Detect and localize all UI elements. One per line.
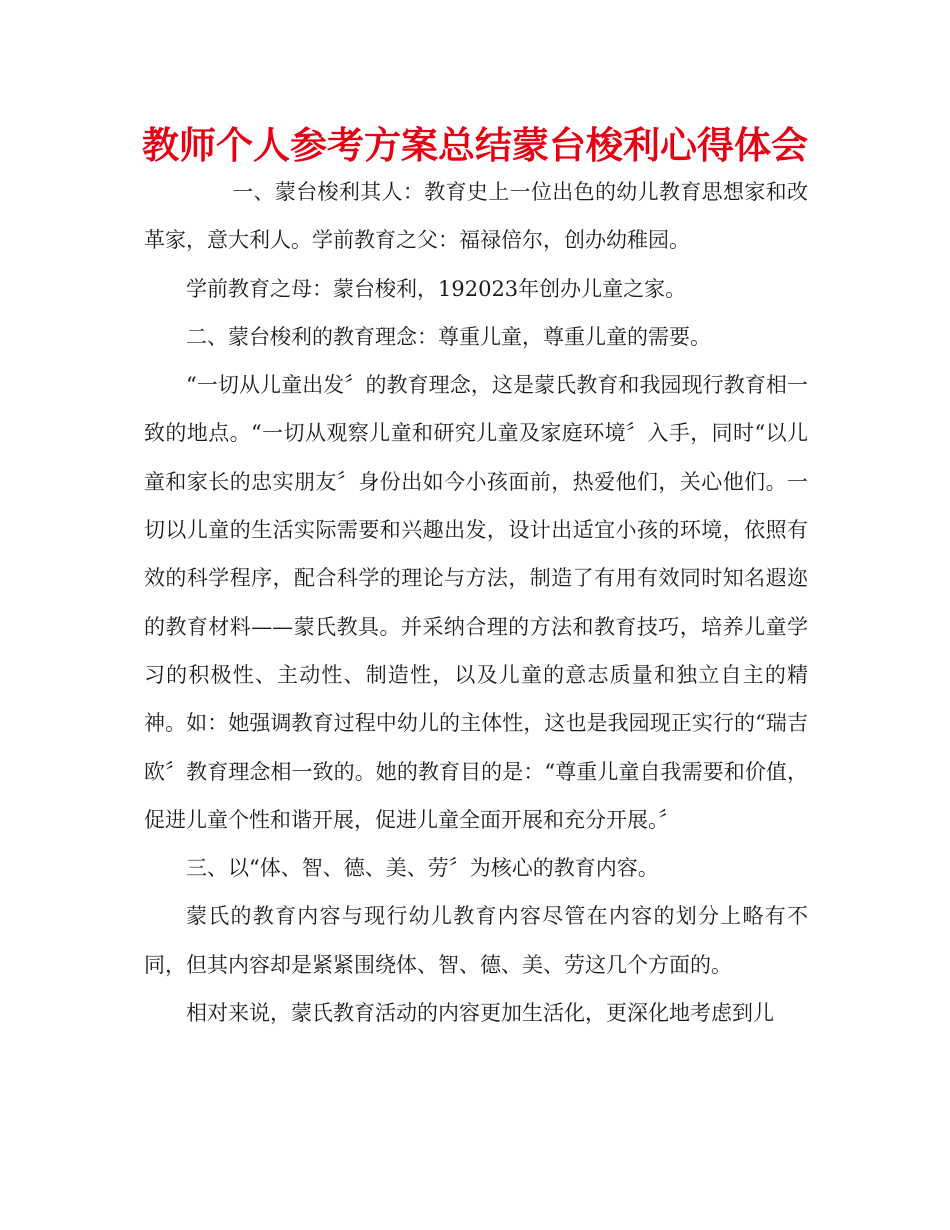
paragraph-education-concept: “一切从儿童出发〞的教育理念，这是蒙氏教育和我园现行教育相一致的地点。“一切从观察儿童和研究儿童及家庭环境〞入手，同时“以儿童和家长的忠实朋友〞身份出如今小孩面前，热爱他们，关心他们。一切以儿童的生活实际需要和兴趣出发，设计出适宜小孩的环境，依照有效的科学程序，配合科学的理论与方法，制造了有用有效同时知名遐迩的教育材料——蒙氏教具。并采纳合理的方法和教育技巧，培养儿童学习的积极性、主动性、制造性，以及儿童的意志质量和独立自主的精神。如：她强调教育过程中幼儿的主体性，这也是我园现正实行的“瑞吉欧〞教育理念相一致的。她的教育目的是：“尊重儿童自我需要和价值，促进儿童个性和谐开展，促进儿童全面开展和充分开展。〞 [144,373,808,832]
document-title: 教师个人参考方案总结蒙台梭利心得体会 [142,124,808,167]
paragraph-section-two-heading: 二、蒙台梭利的教育理念：尊重儿童，尊重儿童的需要。 [186,324,711,349]
paragraph-section-three-heading: 三、以“体、智、德、美、劳〞为核心的教育内容。 [186,856,659,881]
paragraph-mother-of-preschool: 学前教育之母：蒙台梭利，192023年创办儿童之家。 [186,276,687,301]
paragraph-intro: 一、蒙台梭利其人：教育史上一位出色的幼儿教育思想家和改革家，意大利人。学前教育之父：福禄倍尔，创办幼稚园。 [144,180,808,253]
paragraph-life-oriented: 相对来说，蒙氏教育活动的内容更加生活化，更深化地考虑到儿 [186,1001,774,1026]
document-body [144,168,808,1037]
paragraph-education-content: 蒙氏的教育内容与现行幼儿教育内容尽管在内容的划分上略有不同，但其内容却是紧紧围绕体、智、德、美、劳这几个方面的。 [144,904,808,977]
